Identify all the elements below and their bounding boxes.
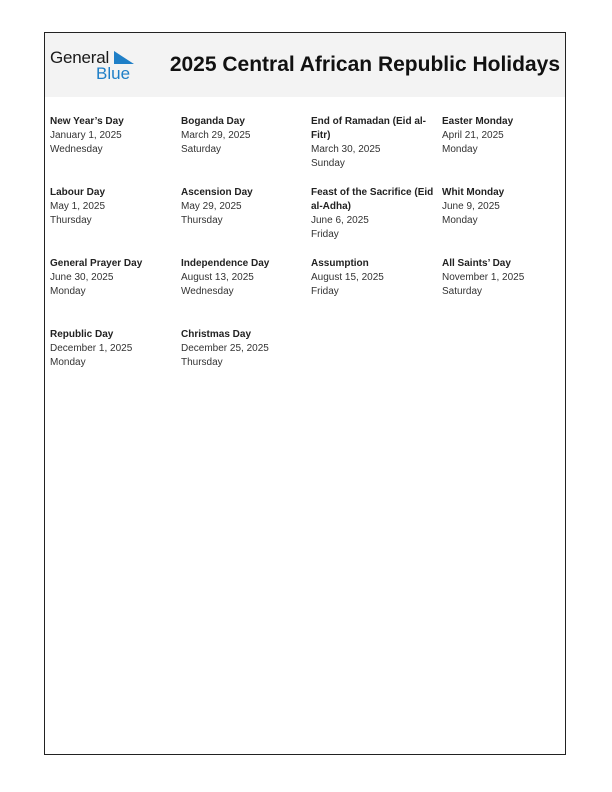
holiday-name: Christmas Day [181, 329, 252, 340]
holiday-name: Independence Day [181, 258, 270, 269]
holiday-weekday: Monday [442, 144, 478, 155]
holiday-item [181, 328, 305, 370]
holiday-date: March 29, 2025 [181, 130, 251, 141]
holiday-date: June 9, 2025 [442, 201, 500, 212]
holiday-weekday: Sunday [311, 158, 345, 169]
page-title: 2025 Central African Republic Holidays [169, 53, 560, 76]
holiday-item [181, 186, 305, 228]
holiday-item [311, 186, 435, 242]
holiday-date: March 30, 2025 [311, 144, 381, 155]
holiday-item [311, 115, 435, 171]
logo-text-blue: Blue [96, 64, 131, 83]
holiday-item [181, 257, 305, 299]
holiday-name: Republic Day [50, 329, 114, 340]
holiday-name: Ascension Day [181, 187, 253, 198]
generalblue-logo [50, 48, 140, 84]
holiday-name: End of Ramadan (Eid al-Fitr) [311, 116, 427, 141]
holiday-date: May 1, 2025 [50, 201, 106, 212]
holiday-weekday: Thursday [181, 357, 223, 368]
holiday-date: June 6, 2025 [311, 215, 369, 226]
holiday-weekday: Friday [311, 286, 339, 297]
holiday-date: May 29, 2025 [181, 201, 242, 212]
logo-triangle-icon [114, 51, 134, 64]
logo-text-general: General [50, 48, 110, 67]
holiday-date: November 1, 2025 [442, 272, 525, 283]
holiday-weekday: Friday [311, 229, 339, 240]
holiday-item [50, 328, 174, 370]
holiday-name: Boganda Day [181, 116, 245, 127]
holiday-item [50, 115, 174, 157]
holiday-weekday: Monday [50, 357, 86, 368]
page-header [45, 33, 565, 97]
holiday-item [442, 257, 566, 299]
holiday-name: Easter Monday [442, 116, 514, 127]
holiday-item [442, 115, 566, 157]
holiday-name: New Year’s Day [50, 116, 124, 127]
holiday-name: Assumption [311, 258, 369, 269]
holiday-date: August 15, 2025 [311, 272, 384, 283]
holiday-weekday: Saturday [442, 286, 483, 297]
holiday-date: April 21, 2025 [442, 130, 504, 141]
holiday-weekday: Thursday [181, 215, 223, 226]
holiday-weekday: Monday [50, 286, 86, 297]
holiday-date: August 13, 2025 [181, 272, 254, 283]
holiday-weekday: Thursday [50, 215, 92, 226]
holiday-item [50, 186, 174, 228]
holiday-date: June 30, 2025 [50, 272, 114, 283]
holiday-date: January 1, 2025 [50, 130, 122, 141]
holiday-weekday: Saturday [181, 144, 222, 155]
holiday-date: December 1, 2025 [50, 343, 133, 354]
holiday-name: Labour Day [50, 187, 106, 198]
holiday-name: General Prayer Day [50, 258, 143, 269]
holiday-item [442, 186, 566, 228]
holiday-weekday: Wednesday [50, 144, 103, 155]
holiday-name: Whit Monday [442, 187, 505, 198]
holiday-name: Feast of the Sacrifice (Eid al-Adha) [311, 187, 434, 212]
calendar-page [44, 32, 566, 755]
holiday-item [181, 115, 305, 157]
holiday-item [311, 257, 435, 299]
holiday-weekday: Wednesday [181, 286, 234, 297]
holiday-name: All Saints’ Day [442, 258, 511, 269]
holiday-date: December 25, 2025 [181, 343, 269, 354]
holiday-weekday: Monday [442, 215, 478, 226]
holiday-item [50, 257, 174, 299]
